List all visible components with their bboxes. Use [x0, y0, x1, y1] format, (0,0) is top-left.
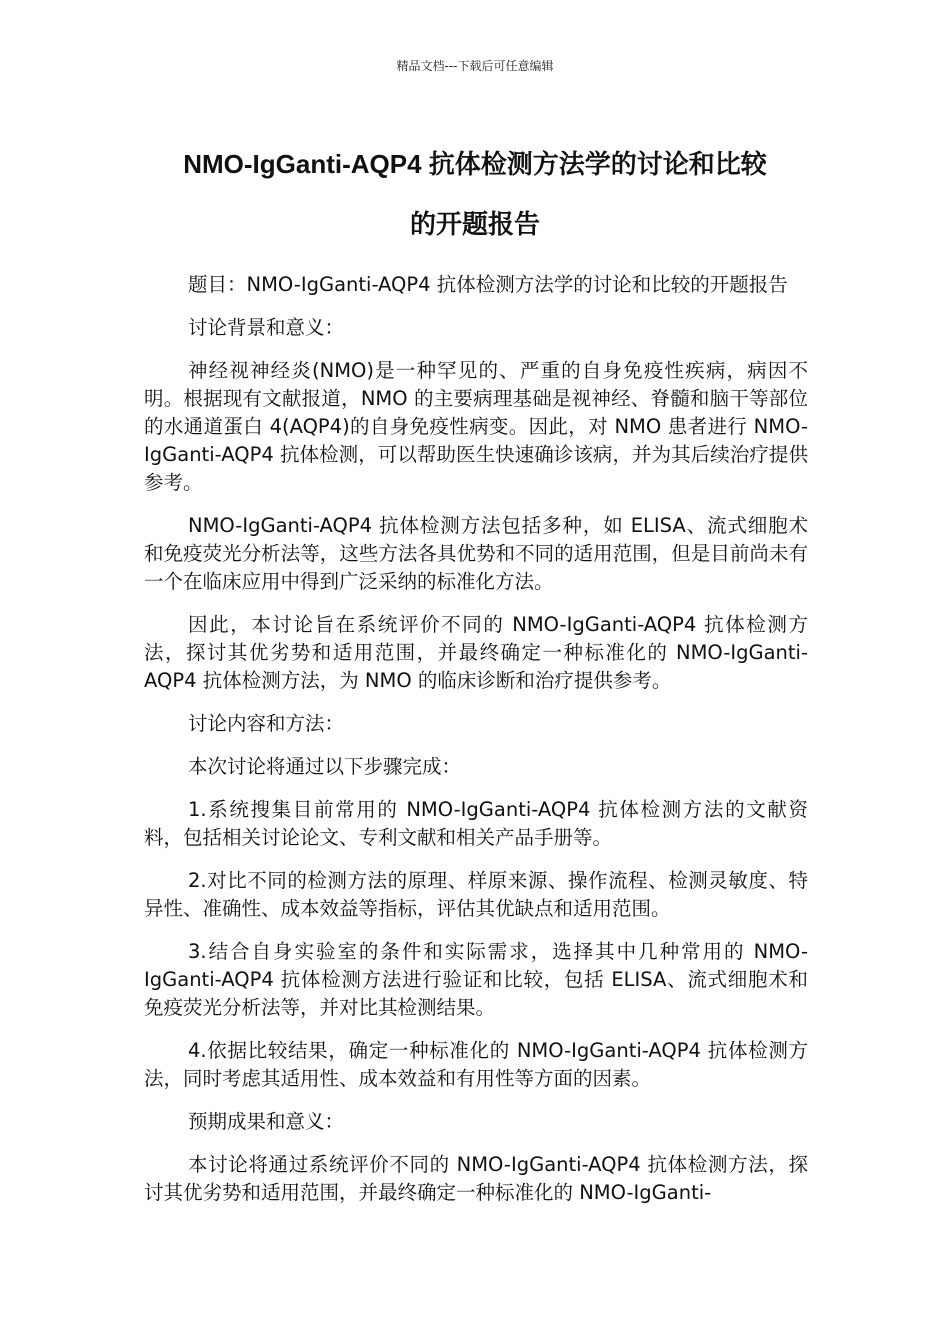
page-header: 精品文档---下载后可任意编辑	[396, 59, 554, 73]
paragraph-background: 神经视神经炎(NMO)是一种罕见的、严重的自身免疫性疾病，病因不明。根据现有文献报道，NMO 的主要病理基础是视神经、脊髓和脑干等部位的水通道蛋白 4(AQP4)的自身免疫性病变。因此，对 NMO 患者进行 NMO-IgGanti-AQP4 抗体检测，可以帮助医生快速确诊该病，并为其后续治疗提供参考。	[144, 359, 808, 494]
paragraph-topic: 题目：NMO-IgGanti-AQP4 抗体检测方法学的讨论和比较的开题报告	[188, 273, 788, 296]
paragraph-step-4: 4.依据比较结果，确定一种标准化的 NMO-IgGanti-AQP4 抗体检测方法，同时考虑其适用性、成本效益和有用性等方面的因素。	[144, 1039, 808, 1090]
section-heading-content: 讨论内容和方法：	[188, 712, 345, 735]
paragraph-step-1: 1.系统搜集目前常用的 NMO-IgGanti-AQP4 抗体检测方法的文献资料，包括相关讨论论文、专利文献和相关产品手册等。	[144, 798, 808, 849]
document-title	[120, 134, 830, 254]
section-heading-outcomes: 预期成果和意义：	[188, 1110, 345, 1133]
title-line-1: NMO-IgGanti-AQP4 抗体检测方法学的讨论和比较	[183, 149, 767, 179]
paragraph-step-2: 2.对比不同的检测方法的原理、样原来源、操作流程、检测灵敏度、特异性、准确性、成本效益等指标，评估其优缺点和适用范围。	[144, 869, 808, 920]
paragraph-outcomes: 本讨论将通过系统评价不同的 NMO-IgGanti-AQP4 抗体检测方法，探讨其优劣势和适用范围，并最终确定一种标准化的 NMO-IgGanti-	[144, 1153, 808, 1204]
paragraph-methods-overview: NMO-IgGanti-AQP4 抗体检测方法包括多种，如 ELISA、流式细胞术和免疫荧光分析法等，这些方法各具优势和不同的适用范围，但是目前尚未有一个在临床应用中得到广泛采纳的标准化方法。	[144, 514, 808, 593]
document-body	[144, 271, 808, 1222]
title-line-2: 的开题报告	[409, 209, 540, 239]
paragraph-aim: 因此，本讨论旨在系统评价不同的 NMO-IgGanti-AQP4 抗体检测方法，探讨其优劣势和适用范围，并最终确定一种标准化的 NMO-IgGanti-AQP4 抗体检测方法，为 NMO 的临床诊断和治疗提供参考。	[144, 613, 808, 692]
section-heading-background: 讨论背景和意义：	[188, 316, 345, 339]
paragraph-step-3: 3.结合自身实验室的条件和实际需求，选择其中几种常用的 NMO-IgGanti-AQP4 抗体检测方法进行验证和比较，包括 ELISA、流式细胞术和免疫荧光分析法等，并对比其检测结果。	[144, 940, 808, 1019]
paragraph-steps-intro: 本次讨论将通过以下步骤完成：	[188, 755, 462, 778]
